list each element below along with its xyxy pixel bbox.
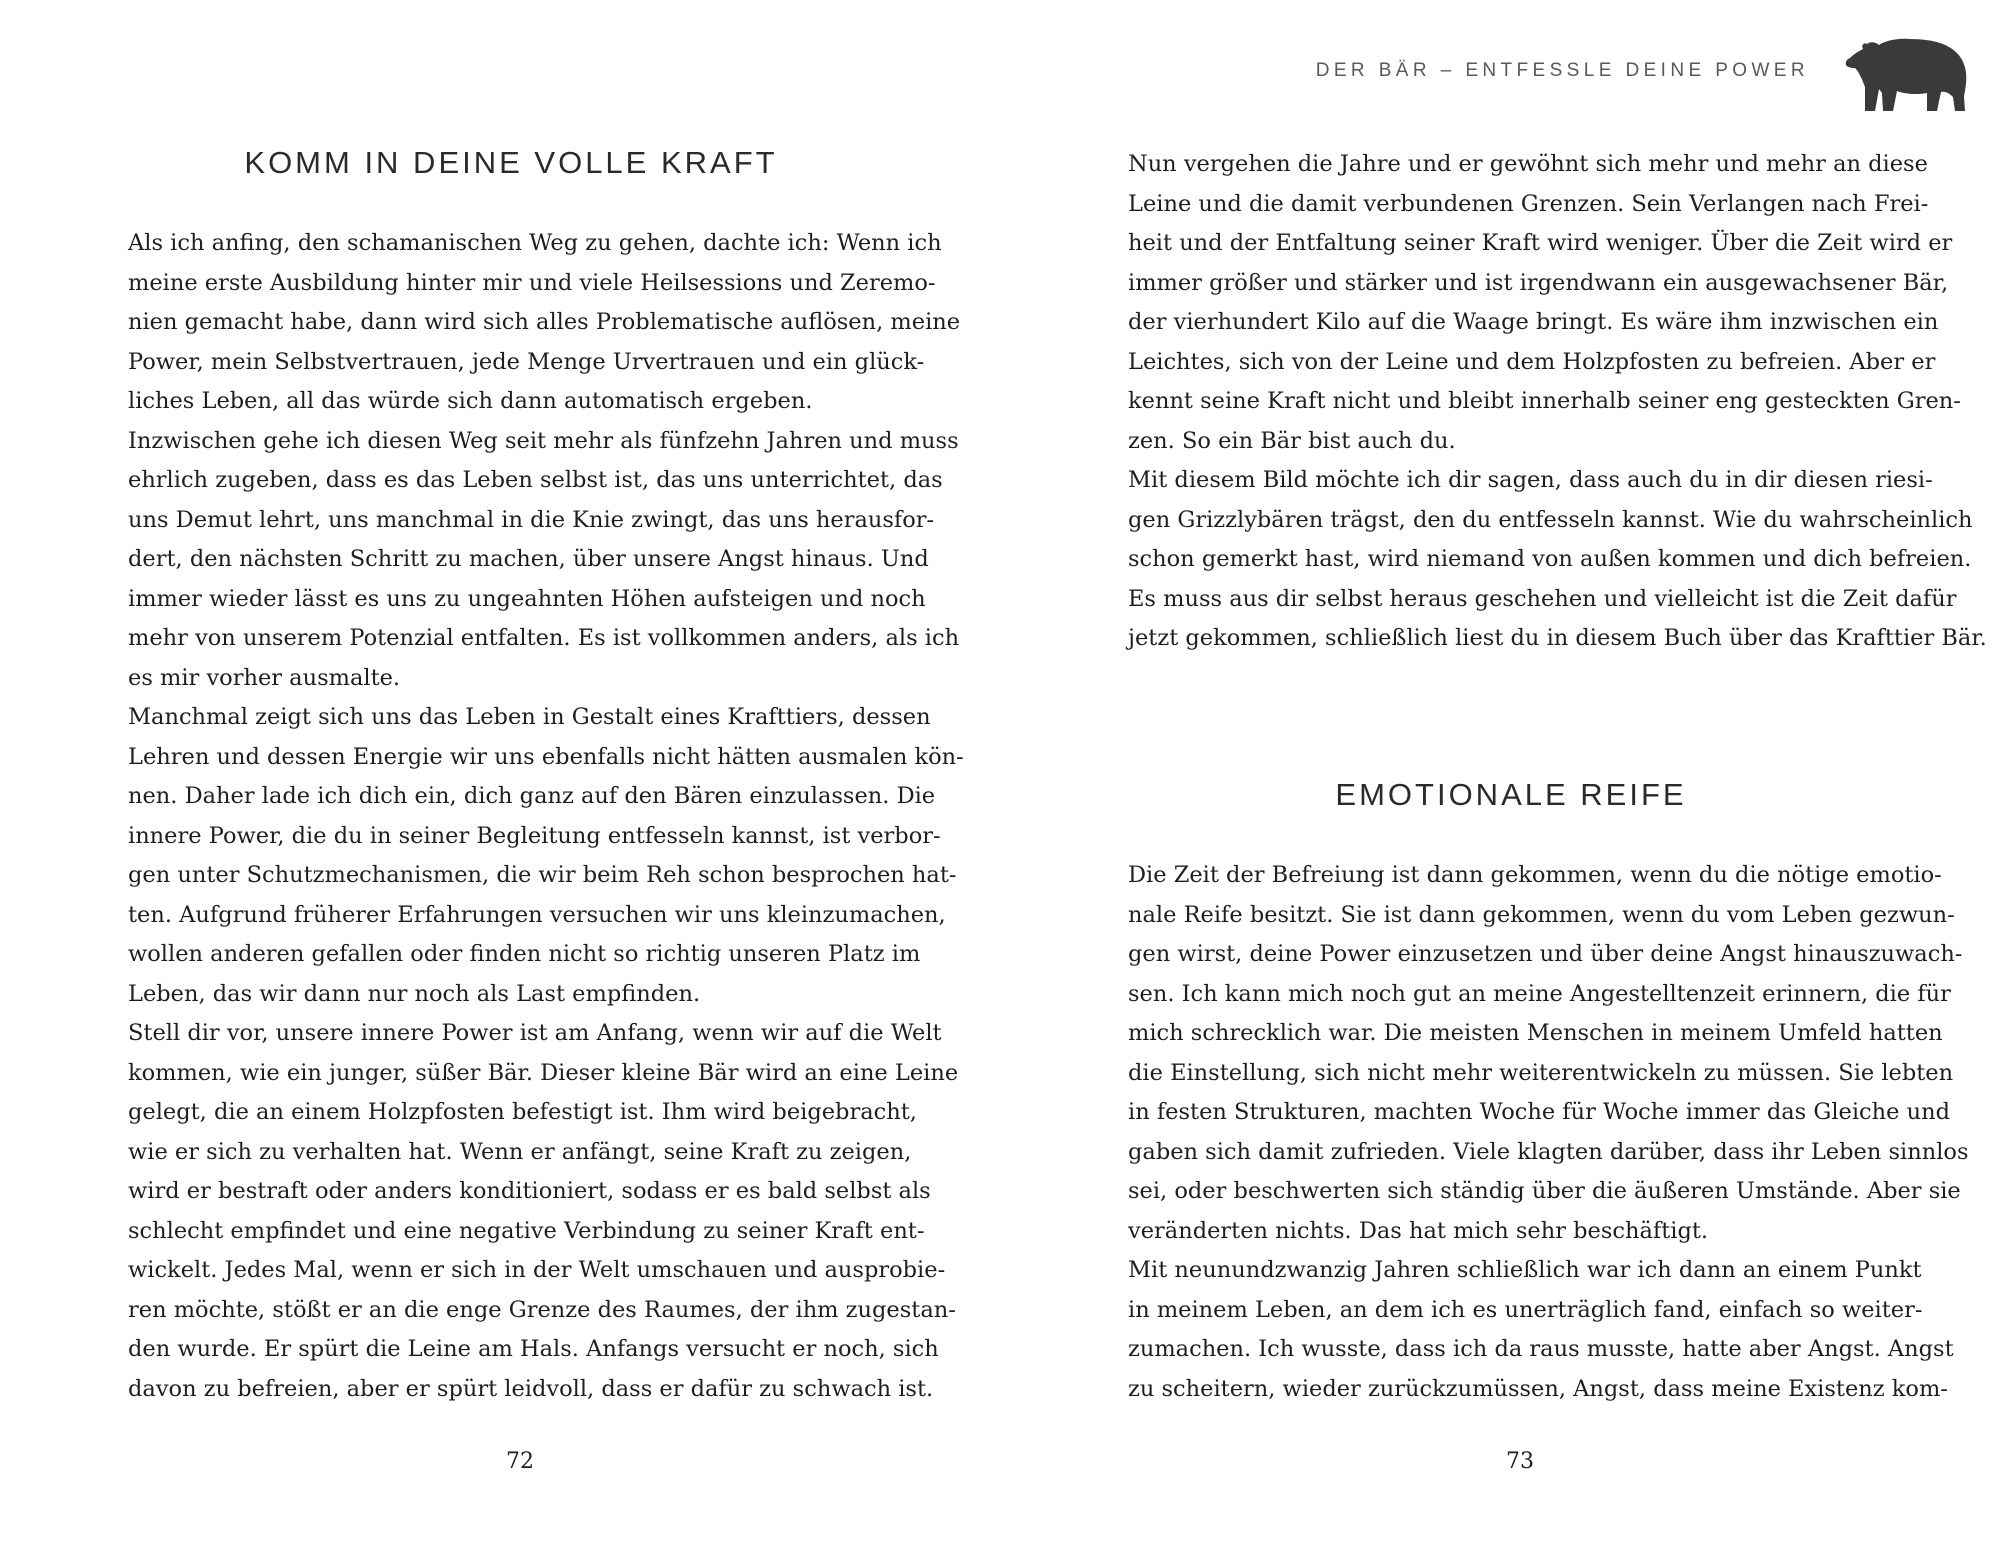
text-line: wollen anderen gefallen oder finden nicht so richtig unseren Platz im [128, 941, 921, 967]
text-line: gen Grizzlybären trägst, den du entfesseln kannst. Wie du wahrscheinlich [1128, 506, 1973, 533]
text-line: veränderten nichts. Das hat mich sehr beschäftigt. [1128, 1217, 1709, 1244]
text-line: kommen, wie ein junger, süßer Bär. Dieser kleine Bär wird an eine Leine [128, 1059, 959, 1086]
text-line: in festen Strukturen, machten Woche für Woche immer das Gleiche und [1128, 1099, 1950, 1125]
text-line: ten. Aufgrund früherer Erfahrungen versuchen wir uns kleinzumachen, [128, 901, 946, 928]
text-line: Inzwischen gehe ich diesen Weg seit mehr als fünfzehn Jahren und muss [128, 427, 959, 454]
text-line: davon zu befreien, aber er spürt leidvoll, dass er dafür zu schwach ist. [128, 1375, 934, 1402]
text-line: Stell dir vor, unsere innere Power ist am Anfang, wenn wir auf die Welt [128, 1020, 942, 1046]
paragraph [1128, 461, 1987, 659]
paragraph [128, 1014, 959, 1409]
text-line: Leichtes, sich von der Leine und dem Holzpfosten zu befreien. Aber er [1128, 348, 1936, 375]
text-line: immer größer und stärker und ist irgendwann ein ausgewachsener Bär, [1128, 269, 1949, 296]
paragraph [1128, 856, 1969, 1251]
text-line: jetzt gekommen, schließlich liest du in diesem Buch über das Krafttier Bär. [1128, 625, 1987, 651]
page-number-left: 72 [506, 1449, 534, 1474]
right-page [1000, 0, 2000, 1556]
text-line: die Einstellung, sich nicht mehr weiterentwickeln zu müssen. Sie lebten [1128, 1059, 1954, 1086]
text-line: immer wieder lässt es uns zu ungeahnten Höhen aufsteigen und noch [128, 585, 926, 612]
text-line: wird er bestraft oder anders konditioniert, sodass er es bald selbst als [128, 1178, 931, 1204]
text-line: Power, mein Selbstvertrauen, jede Menge Urvertrauen und ein glück- [128, 348, 925, 375]
text-line: liches Leben, all das würde sich dann automatisch ergeben. [128, 388, 813, 414]
text-line: zu scheitern, wieder zurückzumüssen, Angst, dass meine Existenz kom- [1128, 1375, 1948, 1402]
text-line: mich schrecklich war. Die meisten Menschen in meinem Umfeld hatten [1128, 1020, 1943, 1046]
text-line: Mit neunundzwanzig Jahren schließlich war ich dann an einem Punkt [1128, 1257, 1922, 1283]
text-line: uns Demut lehrt, uns manchmal in die Knie zwingt, das uns herausfor- [128, 506, 935, 533]
text-line: Leben, das wir dann nur noch als Last empfinden. [128, 980, 701, 1007]
text-line: Lehren und dessen Energie wir uns ebenfalls nicht hätten ausmalen kön- [128, 743, 964, 770]
text-line: ren möchte, stößt er an die enge Grenze des Raumes, der ihm zugestan- [128, 1296, 956, 1323]
text-line: Mit diesem Bild möchte ich dir sagen, dass auch du in dir diesen riesi- [1128, 467, 1933, 493]
text-line: sei, oder beschwerten sich ständig über die äußeren Umstände. Aber sie [1128, 1178, 1961, 1204]
text-line: schlecht empfindet und eine negative Verbindung zu seiner Kraft ent- [128, 1217, 925, 1244]
text-line: heit und der Entfaltung seiner Kraft wird weniger. Über die Zeit wird er [1128, 230, 1953, 256]
text-line: dert, den nächsten Schritt zu machen, über unsere Angst hinaus. Und [128, 546, 929, 572]
paragraph [1128, 1251, 1954, 1409]
text-line: wickelt. Jedes Mal, wenn er sich in der Welt umschauen und ausprobie- [128, 1257, 946, 1283]
text-line: zen. So ein Bär bist auch du. [1128, 427, 1456, 454]
text-line: gelegt, die an einem Holzpfosten befestigt ist. Ihm wird beigebracht, [128, 1099, 917, 1125]
text-line: sen. Ich kann mich noch gut an meine Angestelltenzeit erinnern, die für [1128, 980, 1951, 1007]
running-head: DER BÄR – ENTFESSLE DEINE POWER [1315, 60, 1809, 81]
page-number-right: 73 [1506, 1449, 1534, 1474]
text-line: mehr von unserem Potenzial entfalten. Es ist vollkommen anders, als ich [128, 625, 960, 651]
text-line: der vierhundert Kilo auf die Waage bringt. Es wäre ihm inzwischen ein [1128, 309, 1939, 335]
text-line: ehrlich zugeben, dass es das Leben selbst ist, das uns unterrichtet, das [128, 467, 943, 493]
text-line: nien gemacht habe, dann wird sich alles Problematische auflösen, meine [128, 309, 961, 335]
text-line: Leine und die damit verbundenen Grenzen. Sein Verlangen nach Frei- [1128, 190, 1929, 217]
paragraph [128, 698, 964, 1014]
text-line: gaben sich damit zufrieden. Viele klagten darüber, dass ihr Leben sinnlos [1128, 1138, 1969, 1165]
right-body-text-bottom [1128, 856, 1969, 1409]
text-line: es mir vorher ausmalte. [128, 664, 401, 691]
text-line: den wurde. Er spürt die Leine am Hals. Anfangs versucht er noch, sich [128, 1336, 939, 1362]
text-line: in meinem Leben, an dem ich es unerträglich fand, einfach so weiter- [1128, 1296, 1923, 1323]
text-line: Manchmal zeigt sich uns das Leben in Gestalt eines Krafttiers, dessen [128, 704, 931, 730]
paragraph [1128, 145, 1961, 461]
paragraph [128, 224, 961, 422]
text-line: Als ich anfing, den schamanischen Weg zu gehen, dachte ich: Wenn ich [128, 230, 942, 256]
text-line: zumachen. Ich wusste, dass ich da raus musste, hatte aber Angst. Angst [1128, 1336, 1954, 1362]
text-line: nen. Daher lade ich dich ein, dich ganz auf den Bären einzulassen. Die [128, 783, 936, 809]
text-line: nale Reife besitzt. Sie ist dann gekommen, wenn du vom Leben gezwun- [1128, 901, 1955, 928]
text-line: Nun vergehen die Jahre und er gewöhnt sich mehr und mehr an diese [1128, 151, 1928, 177]
bear-silhouette-icon [1845, 35, 1970, 115]
paragraph [128, 422, 960, 699]
text-line: Es muss aus dir selbst heraus geschehen und vielleicht ist die Zeit dafür [1128, 585, 1957, 612]
text-line: gen wirst, deine Power einzusetzen und über deine Angst hinauszuwach- [1128, 941, 1963, 967]
text-line: gen unter Schutzmechanismen, die wir beim Reh schon besprochen hat- [128, 862, 957, 888]
right-body-text-top [1128, 145, 1987, 659]
text-line: wie er sich zu verhalten hat. Wenn er anfängt, seine Kraft zu zeigen, [128, 1138, 912, 1165]
text-line: schon gemerkt hast, wird niemand von außen kommen und dich befreien. [1128, 546, 1972, 572]
text-line: meine erste Ausbildung hinter mir und viele Heilsessions und Zeremo- [128, 269, 936, 296]
text-line: Die Zeit der Befreiung ist dann gekommen, wenn du die nötige emotio- [1128, 862, 1942, 888]
text-line: kennt seine Kraft nicht und bleibt innerhalb seiner eng gesteckten Gren- [1128, 388, 1961, 414]
section-heading-komm: KOMM IN DEINE VOLLE KRAFT [244, 145, 778, 180]
section-heading-emotionale-reife: EMOTIONALE REIFE [1335, 777, 1687, 812]
left-body-text [128, 224, 964, 1409]
text-line: innere Power, die du in seiner Begleitung entfesseln kannst, ist verbor- [128, 822, 941, 849]
